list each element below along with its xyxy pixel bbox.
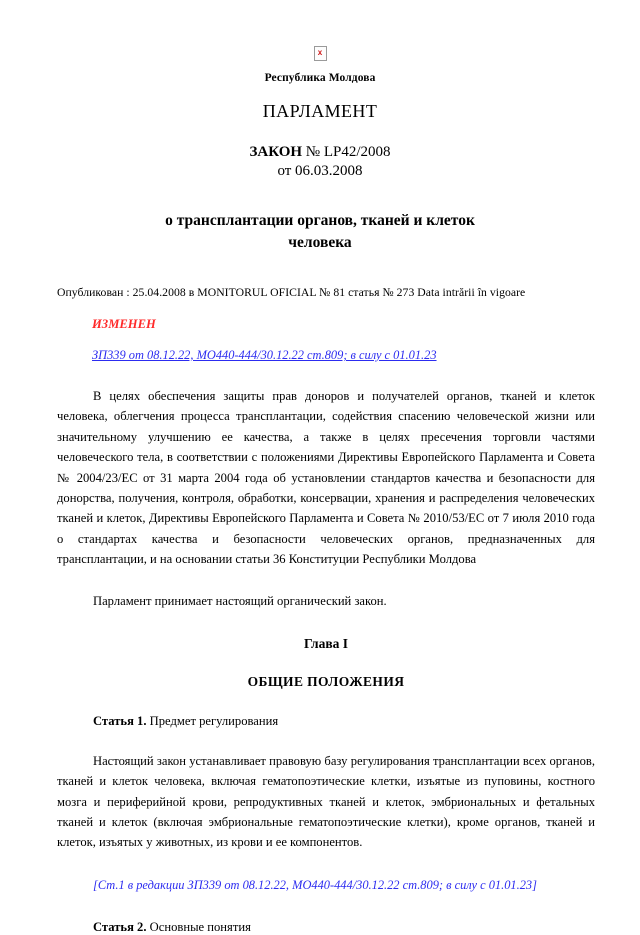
article-2-label: Статья 2. bbox=[93, 919, 147, 934]
amendment-link-row bbox=[57, 332, 595, 364]
law-number: № LP42/2008 bbox=[305, 144, 391, 160]
article-1-label: Статья 1. bbox=[93, 713, 147, 728]
law-label: ЗАКОН bbox=[249, 144, 303, 160]
article-1-amendment-note: [Ст.1 в редакции ЗП339 от 08.12.22, MO440-444/30.12.22 ст.809; в силу с 01.01.23] bbox=[93, 877, 537, 892]
content-column bbox=[57, 286, 595, 935]
article-2-heading bbox=[93, 920, 595, 935]
document-title-line2: человека bbox=[288, 234, 352, 252]
chapter-title: ОБЩИЕ ПОЛОЖЕНИЯ bbox=[247, 673, 405, 689]
publication-info: Опубликован : 25.04.2008 в MONITORUL OFICIAL № 81 статья № 273 Data intrării în vigoare bbox=[57, 285, 526, 299]
chapter-number: Глава I bbox=[303, 635, 349, 651]
article-1-body: Настоящий закон устанавливает правовую базу регулирования трансплантации всех органов, тканей и клеток человека, включая гематопоэтические клетки, изъятые из пуповины, костного мозга и периферийной крови, репродуктивных тканей и клеток, эмбриональных и фетальных тканей и клеток (включая эмбриональные гематопоэтические клетки), кроме органов, тканей и клеток, изъятых у животных, из крови и ее компонентов. bbox=[57, 753, 595, 850]
article-2-title: Основные понятия bbox=[149, 919, 251, 934]
adoption-paragraph: Парламент принимает настоящий органический закон. bbox=[93, 594, 387, 609]
country-heading: Республика Молдова bbox=[264, 72, 376, 84]
broken-image-icon bbox=[314, 46, 327, 61]
status-badge-changed: ИЗМЕНЕН bbox=[92, 316, 156, 331]
document-title bbox=[0, 210, 640, 255]
broken-image-x-glyph: x bbox=[317, 48, 323, 58]
article-1-heading bbox=[93, 714, 595, 729]
article-1-title: Предмет регулирования bbox=[149, 713, 279, 728]
law-date: от 06.03.2008 bbox=[277, 163, 363, 179]
preamble-paragraph: В целях обеспечения защиты прав доноров и получателей органов, тканей и клеток человека, облегчения процесса трансплантации, содействия спасению человеческой жизни или значительному улучшению ее качества, а также в целях пресечения торговли частями человеческого тела, в соответствии с положениями Директивы Европейского Парламента и Совета № 2004/23/EC от 31 марта 2004 года об установлении стандартов качества и безопасности для донорства, получения, контроля, обработки, консервации, хранения и распределения человеческих тканей и клеток, Директивы Европейского Парламента и Совета № 2010/53/EC от 7 июля 2010 года о стандартах качества и безопасности человеческих органов, предназначенных для трансплантации, и на основании статьи 36 Конституции Республики Молдова bbox=[57, 388, 595, 567]
broken-image-container bbox=[0, 0, 640, 62]
amendment-link[interactable]: ЗП339 от 08.12.22, MO440-444/30.12.22 ст.809; в силу с 01.01.23 bbox=[92, 347, 437, 362]
document-title-line1: о трансплантации органов, тканей и клеток bbox=[165, 212, 475, 229]
institution-heading: ПАРЛАМЕНТ bbox=[262, 101, 378, 121]
law-number-line bbox=[0, 144, 640, 161]
